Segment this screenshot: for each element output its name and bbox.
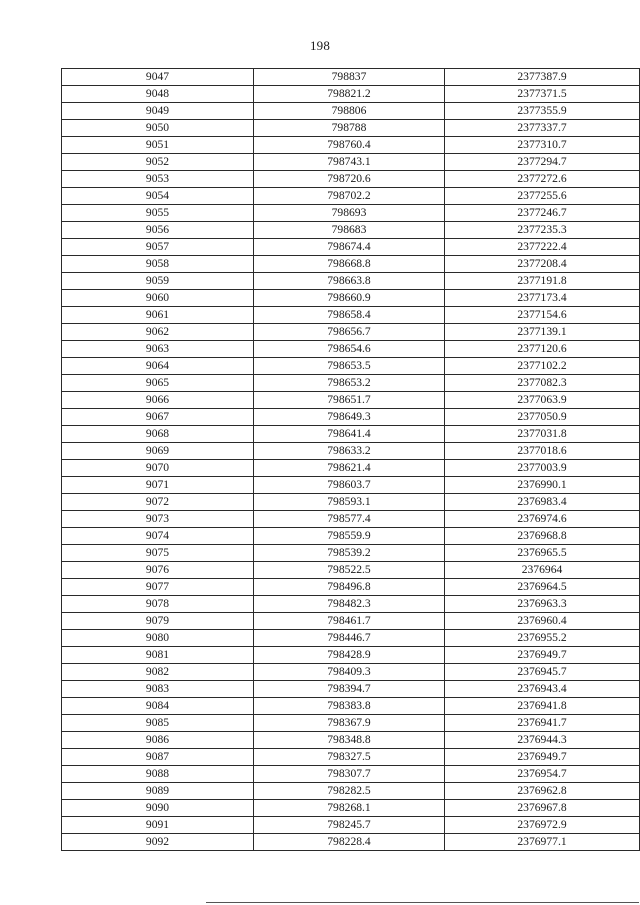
x-coordinate-cell: 798593.1 — [254, 494, 445, 511]
y-coordinate-cell: 2377154.6 — [445, 307, 640, 324]
point-number-cell: 9072 — [62, 494, 254, 511]
y-coordinate-cell: 2377082.3 — [445, 375, 640, 392]
table-row — [62, 817, 640, 834]
table-row — [62, 103, 640, 120]
y-coordinate-cell: 2377387.9 — [445, 69, 640, 86]
point-number-cell: 9092 — [62, 834, 254, 851]
y-coordinate-cell: 2377371.5 — [445, 86, 640, 103]
table-row — [62, 732, 640, 749]
x-coordinate-cell: 798658.4 — [254, 307, 445, 324]
y-coordinate-cell: 2377102.2 — [445, 358, 640, 375]
y-coordinate-cell: 2376974.6 — [445, 511, 640, 528]
table-row — [62, 137, 640, 154]
point-number-cell: 9056 — [62, 222, 254, 239]
x-coordinate-cell: 798683 — [254, 222, 445, 239]
table-row — [62, 800, 640, 817]
table-row — [62, 477, 640, 494]
point-number-cell: 9071 — [62, 477, 254, 494]
x-coordinate-cell: 798651.7 — [254, 392, 445, 409]
x-coordinate-cell: 798522.5 — [254, 562, 445, 579]
table-row — [62, 545, 640, 562]
table-row — [62, 171, 640, 188]
point-number-cell: 9079 — [62, 613, 254, 630]
coordinates-table — [61, 68, 640, 851]
point-number-cell: 9048 — [62, 86, 254, 103]
table-row — [62, 766, 640, 783]
y-coordinate-cell: 2377222.4 — [445, 239, 640, 256]
x-coordinate-cell: 798446.7 — [254, 630, 445, 647]
y-coordinate-cell: 2376949.7 — [445, 749, 640, 766]
x-coordinate-cell: 798428.9 — [254, 647, 445, 664]
table-row — [62, 613, 640, 630]
x-coordinate-cell: 798649.3 — [254, 409, 445, 426]
point-number-cell: 9059 — [62, 273, 254, 290]
y-coordinate-cell: 2377003.9 — [445, 460, 640, 477]
x-coordinate-cell: 798806 — [254, 103, 445, 120]
point-number-cell: 9078 — [62, 596, 254, 613]
table-row — [62, 579, 640, 596]
x-coordinate-cell: 798577.4 — [254, 511, 445, 528]
y-coordinate-cell: 2376977.1 — [445, 834, 640, 851]
y-coordinate-cell: 2377235.3 — [445, 222, 640, 239]
point-number-cell: 9055 — [62, 205, 254, 222]
table-row — [62, 528, 640, 545]
table-row — [62, 256, 640, 273]
point-number-cell: 9063 — [62, 341, 254, 358]
x-coordinate-cell: 798720.6 — [254, 171, 445, 188]
point-number-cell: 9067 — [62, 409, 254, 426]
x-coordinate-cell: 798383.8 — [254, 698, 445, 715]
bottom-rule — [206, 902, 639, 903]
y-coordinate-cell: 2377173.4 — [445, 290, 640, 307]
x-coordinate-cell: 798702.2 — [254, 188, 445, 205]
y-coordinate-cell: 2376960.4 — [445, 613, 640, 630]
table-row — [62, 443, 640, 460]
x-coordinate-cell: 798674.4 — [254, 239, 445, 256]
x-coordinate-cell: 798327.5 — [254, 749, 445, 766]
point-number-cell: 9088 — [62, 766, 254, 783]
x-coordinate-cell: 798760.4 — [254, 137, 445, 154]
table-row — [62, 511, 640, 528]
x-coordinate-cell: 798348.8 — [254, 732, 445, 749]
page-number: 198 — [309, 38, 331, 53]
x-coordinate-cell: 798654.6 — [254, 341, 445, 358]
y-coordinate-cell: 2376990.1 — [445, 477, 640, 494]
table-row — [62, 358, 640, 375]
y-coordinate-cell: 2376965.5 — [445, 545, 640, 562]
table-row — [62, 409, 640, 426]
y-coordinate-cell: 2376983.4 — [445, 494, 640, 511]
x-coordinate-cell: 798367.9 — [254, 715, 445, 732]
table-row — [62, 426, 640, 443]
y-coordinate-cell: 2376955.2 — [445, 630, 640, 647]
point-number-cell: 9074 — [62, 528, 254, 545]
point-number-cell: 9069 — [62, 443, 254, 460]
table-row — [62, 375, 640, 392]
x-coordinate-cell: 798663.8 — [254, 273, 445, 290]
point-number-cell: 9091 — [62, 817, 254, 834]
table-row — [62, 783, 640, 800]
y-coordinate-cell: 2377031.8 — [445, 426, 640, 443]
table-row — [62, 596, 640, 613]
table-row — [62, 715, 640, 732]
y-coordinate-cell: 2376972.9 — [445, 817, 640, 834]
y-coordinate-cell: 2377355.9 — [445, 103, 640, 120]
coordinates-table-body — [62, 69, 640, 851]
y-coordinate-cell: 2377063.9 — [445, 392, 640, 409]
y-coordinate-cell: 2377337.7 — [445, 120, 640, 137]
y-coordinate-cell: 2377120.6 — [445, 341, 640, 358]
y-coordinate-cell: 2376954.7 — [445, 766, 640, 783]
point-number-cell: 9061 — [62, 307, 254, 324]
point-number-cell: 9083 — [62, 681, 254, 698]
y-coordinate-cell: 2377272.6 — [445, 171, 640, 188]
point-number-cell: 9077 — [62, 579, 254, 596]
x-coordinate-cell: 798268.1 — [254, 800, 445, 817]
point-number-cell: 9081 — [62, 647, 254, 664]
point-number-cell: 9075 — [62, 545, 254, 562]
point-number-cell: 9080 — [62, 630, 254, 647]
table-row — [62, 630, 640, 647]
y-coordinate-cell: 2376962.8 — [445, 783, 640, 800]
point-number-cell: 9062 — [62, 324, 254, 341]
table-row — [62, 681, 640, 698]
point-number-cell: 9058 — [62, 256, 254, 273]
point-number-cell: 9057 — [62, 239, 254, 256]
x-coordinate-cell: 798496.8 — [254, 579, 445, 596]
table-row — [62, 86, 640, 103]
y-coordinate-cell: 2377246.7 — [445, 205, 640, 222]
y-coordinate-cell: 2376943.4 — [445, 681, 640, 698]
table-row — [62, 749, 640, 766]
x-coordinate-cell: 798621.4 — [254, 460, 445, 477]
point-number-cell: 9076 — [62, 562, 254, 579]
table-row — [62, 154, 640, 171]
x-coordinate-cell: 798837 — [254, 69, 445, 86]
table-row — [62, 392, 640, 409]
y-coordinate-cell: 2376963.3 — [445, 596, 640, 613]
y-coordinate-cell: 2377310.7 — [445, 137, 640, 154]
table-row — [62, 562, 640, 579]
table-row — [62, 324, 640, 341]
y-coordinate-cell: 2376941.8 — [445, 698, 640, 715]
x-coordinate-cell: 798409.3 — [254, 664, 445, 681]
point-number-cell: 9087 — [62, 749, 254, 766]
point-number-cell: 9084 — [62, 698, 254, 715]
y-coordinate-cell: 2376964 — [445, 562, 640, 579]
x-coordinate-cell: 798559.9 — [254, 528, 445, 545]
point-number-cell: 9051 — [62, 137, 254, 154]
y-coordinate-cell: 2376967.8 — [445, 800, 640, 817]
x-coordinate-cell: 798693 — [254, 205, 445, 222]
y-coordinate-cell: 2377018.6 — [445, 443, 640, 460]
table-row — [62, 273, 640, 290]
y-coordinate-cell: 2377294.7 — [445, 154, 640, 171]
y-coordinate-cell: 2377050.9 — [445, 409, 640, 426]
x-coordinate-cell: 798653.5 — [254, 358, 445, 375]
x-coordinate-cell: 798228.4 — [254, 834, 445, 851]
table-row — [62, 698, 640, 715]
table-row — [62, 120, 640, 137]
x-coordinate-cell: 798539.2 — [254, 545, 445, 562]
x-coordinate-cell: 798821.2 — [254, 86, 445, 103]
x-coordinate-cell: 798603.7 — [254, 477, 445, 494]
x-coordinate-cell: 798668.8 — [254, 256, 445, 273]
point-number-cell: 9089 — [62, 783, 254, 800]
point-number-cell: 9086 — [62, 732, 254, 749]
point-number-cell: 9073 — [62, 511, 254, 528]
table-row — [62, 341, 640, 358]
table-row — [62, 494, 640, 511]
y-coordinate-cell: 2376949.7 — [445, 647, 640, 664]
x-coordinate-cell: 798633.2 — [254, 443, 445, 460]
point-number-cell: 9070 — [62, 460, 254, 477]
y-coordinate-cell: 2377191.8 — [445, 273, 640, 290]
table-row — [62, 647, 640, 664]
point-number-cell: 9054 — [62, 188, 254, 205]
x-coordinate-cell: 798641.4 — [254, 426, 445, 443]
x-coordinate-cell: 798461.7 — [254, 613, 445, 630]
y-coordinate-cell: 2377208.4 — [445, 256, 640, 273]
x-coordinate-cell: 798660.9 — [254, 290, 445, 307]
point-number-cell: 9049 — [62, 103, 254, 120]
x-coordinate-cell: 798394.7 — [254, 681, 445, 698]
table-row — [62, 69, 640, 86]
x-coordinate-cell: 798482.3 — [254, 596, 445, 613]
y-coordinate-cell: 2377255.6 — [445, 188, 640, 205]
x-coordinate-cell: 798788 — [254, 120, 445, 137]
x-coordinate-cell: 798245.7 — [254, 817, 445, 834]
point-number-cell: 9053 — [62, 171, 254, 188]
point-number-cell: 9065 — [62, 375, 254, 392]
table-row — [62, 290, 640, 307]
x-coordinate-cell: 798656.7 — [254, 324, 445, 341]
point-number-cell: 9064 — [62, 358, 254, 375]
y-coordinate-cell: 2376968.8 — [445, 528, 640, 545]
table-row — [62, 188, 640, 205]
table-row — [62, 834, 640, 851]
point-number-cell: 9050 — [62, 120, 254, 137]
x-coordinate-cell: 798653.2 — [254, 375, 445, 392]
table-row — [62, 222, 640, 239]
y-coordinate-cell: 2376941.7 — [445, 715, 640, 732]
y-coordinate-cell: 2376944.3 — [445, 732, 640, 749]
table-row — [62, 239, 640, 256]
point-number-cell: 9047 — [62, 69, 254, 86]
point-number-cell: 9052 — [62, 154, 254, 171]
point-number-cell: 9085 — [62, 715, 254, 732]
y-coordinate-cell: 2376964.5 — [445, 579, 640, 596]
point-number-cell: 9082 — [62, 664, 254, 681]
table-row — [62, 307, 640, 324]
table-row — [62, 460, 640, 477]
y-coordinate-cell: 2377139.1 — [445, 324, 640, 341]
x-coordinate-cell: 798307.7 — [254, 766, 445, 783]
point-number-cell: 9068 — [62, 426, 254, 443]
x-coordinate-cell: 798282.5 — [254, 783, 445, 800]
x-coordinate-cell: 798743.1 — [254, 154, 445, 171]
y-coordinate-cell: 2376945.7 — [445, 664, 640, 681]
point-number-cell: 9066 — [62, 392, 254, 409]
table-row — [62, 205, 640, 222]
point-number-cell: 9060 — [62, 290, 254, 307]
point-number-cell: 9090 — [62, 800, 254, 817]
table-row — [62, 664, 640, 681]
